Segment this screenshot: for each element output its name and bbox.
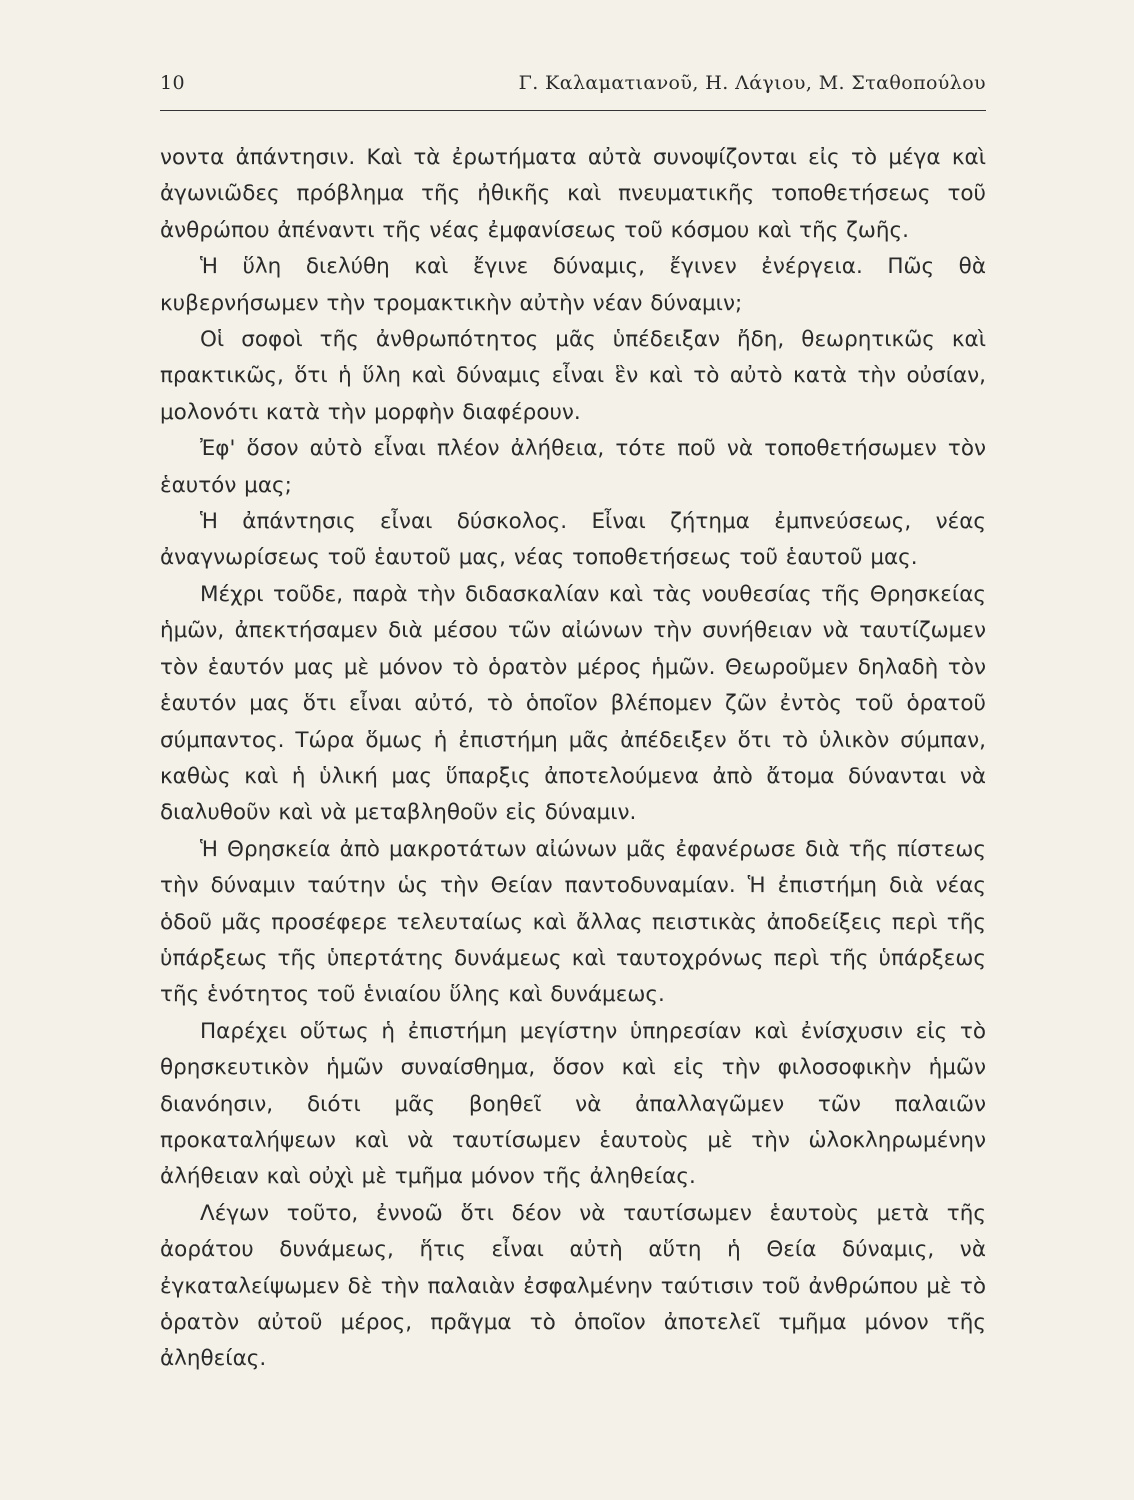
paragraph-4: Ἐφ' ὅσον αὐτὸ εἶναι πλέον ἀλήθεια, τότε ποῦ νὰ τοποθετήσωμεν τὸν ἑαυτόν μας; [160, 436, 986, 498]
paragraph-3: Οἱ σοφοὶ τῆς ἀνθρωπότητος μᾶς ὑπέδειξαν ἤδη, θεωρητικῶς καὶ πρακτικῶς, ὅτι ἡ ὕλη καὶ δύναμις εἶναι ἓν καὶ τὸ αὐτὸ κατὰ τὴν οὐσίαν, μολονότι κατὰ τὴν μορφὴν διαφέρουν. [160, 327, 986, 425]
paragraph-1: νοντα ἀπάντησιν. Καὶ τὰ ἐρωτήματα αὐτὰ συνοψίζονται εἰς τὸ μέγα καὶ ἀγωνιῶδες πρόβλημα τῆς ἠθικῆς καὶ πνευματικῆς τοποθετήσεως τοῦ ἀνθρώπου ἀπέναντι τῆς νέας ἐμφανίσεως τοῦ κόσμου καὶ τῆς ζωῆς. [160, 145, 986, 243]
header-rule [160, 110, 986, 111]
running-header-authors: Γ. Καλαματιανοῦ, Η. Λάγιου, Μ. Σταθοπούλου [518, 72, 986, 94]
paragraph-6: Μέχρι τοῦδε, παρὰ τὴν διδασκαλίαν καὶ τὰς νουθεσίας τῆς Θρησκείας ἡμῶν, ἀπεκτήσαμεν διὰ μέσου τῶν αἰώνων τὴν συνήθειαν νὰ ταυτίζωμεν τὸν ἑαυτόν μας μὲ μόνον τὸ ὁρατὸν μέρος ἡμῶν. Θεωροῦμεν δηλαδὴ τὸν ἑαυτόν μας ὅτι εἶναι αὐτό, τὸ ὁποῖον βλέπομεν ζῶν ἐντὸς τοῦ ὁρατοῦ σύμπαντος. Τώρα ὅμως ἡ ἐπιστήμη μᾶς ἀπέδειξεν ὅτι τὸ ὑλικὸν σύμπαν, καθὼς καὶ ἡ ὑλική μας ὕπαρξις ἀποτελούμενα ἀπὸ ἄτομα δύνανται νὰ διαλυθοῦν καὶ νὰ μεταβληθοῦν εἰς δύναμιν. [160, 581, 986, 826]
paragraph-8: Παρέχει οὕτως ἡ ἐπιστήμη μεγίστην ὑπηρεσίαν καὶ ἐνίσχυσιν εἰς τὸ θρησκευτικὸν ἡμῶν συναίσθημα, ὅσον καὶ εἰς τὴν φιλοσοφικὴν ἡμῶν διανόησιν, διότι μᾶς βοηθεῖ νὰ ἀπαλλαγῶμεν τῶν παλαιῶν προκαταλήψεων καὶ νὰ ταυτίσωμεν ἑαυτοὺς μὲ τὴν ὡλοκληρωμένην ἀλήθειαν καὶ οὐχὶ μὲ τμῆμα μόνον τῆς ἀληθείας. [160, 1018, 986, 1190]
running-header [160, 72, 986, 94]
paragraph-9: Λέγων τοῦτο, ἐννοῶ ὅτι δέον νὰ ταυτίσωμεν ἑαυτοὺς μετὰ τῆς ἀοράτου δυνάμεως, ἥτις εἶναι αὐτὴ αὕτη ἡ Θεία δύναμις, νὰ ἐγκαταλείψωμεν δὲ τὴν παλαιὰν ἐσφαλμένην ταύτισιν τοῦ ἀνθρώπου μὲ τὸ ὁρατὸν αὐτοῦ μέρος, πρᾶγμα τὸ ὁποῖον ἀποτελεῖ τμῆμα μόνον τῆς ἀληθείας. [160, 1200, 986, 1372]
body-text [160, 140, 986, 1378]
paragraph-5: Ἡ ἀπάντησις εἶναι δύσκολος. Εἶναι ζήτημα ἐμπνεύσεως, νέας ἀναγνωρίσεως τοῦ ἑαυτοῦ μας, νέας τοποθετήσεως τοῦ ἑαυτοῦ μας. [160, 509, 986, 571]
paragraph-7: Ἡ Θρησκεία ἀπὸ μακροτάτων αἰώνων μᾶς ἐφανέρωσε διὰ τῆς πίστεως τὴν δύναμιν ταύτην ὡς τὴν Θείαν παντοδυναμίαν. Ἡ ἐπιστήμη διὰ νέας ὁδοῦ μᾶς προσέφερε τελευταίως καὶ ἄλλας πειστικὰς ἀποδείξεις περὶ τῆς ὑπάρξεως τῆς ὑπερτάτης δυνάμεως καὶ ταυτοχρόνως περὶ τῆς ὑπάρξεως τῆς ἑνότητος τοῦ ἑνιαίου ὕλης καὶ δυνάμεως. [160, 836, 986, 1008]
page-number: 10 [160, 72, 185, 94]
paragraph-2: Ἡ ὕλη διελύθη καὶ ἔγινε δύναμις, ἔγινεν ἐνέργεια. Πῶς θὰ κυβερνήσωμεν τὴν τρομακτικὴν αὐτὴν νέαν δύναμιν; [160, 254, 986, 316]
